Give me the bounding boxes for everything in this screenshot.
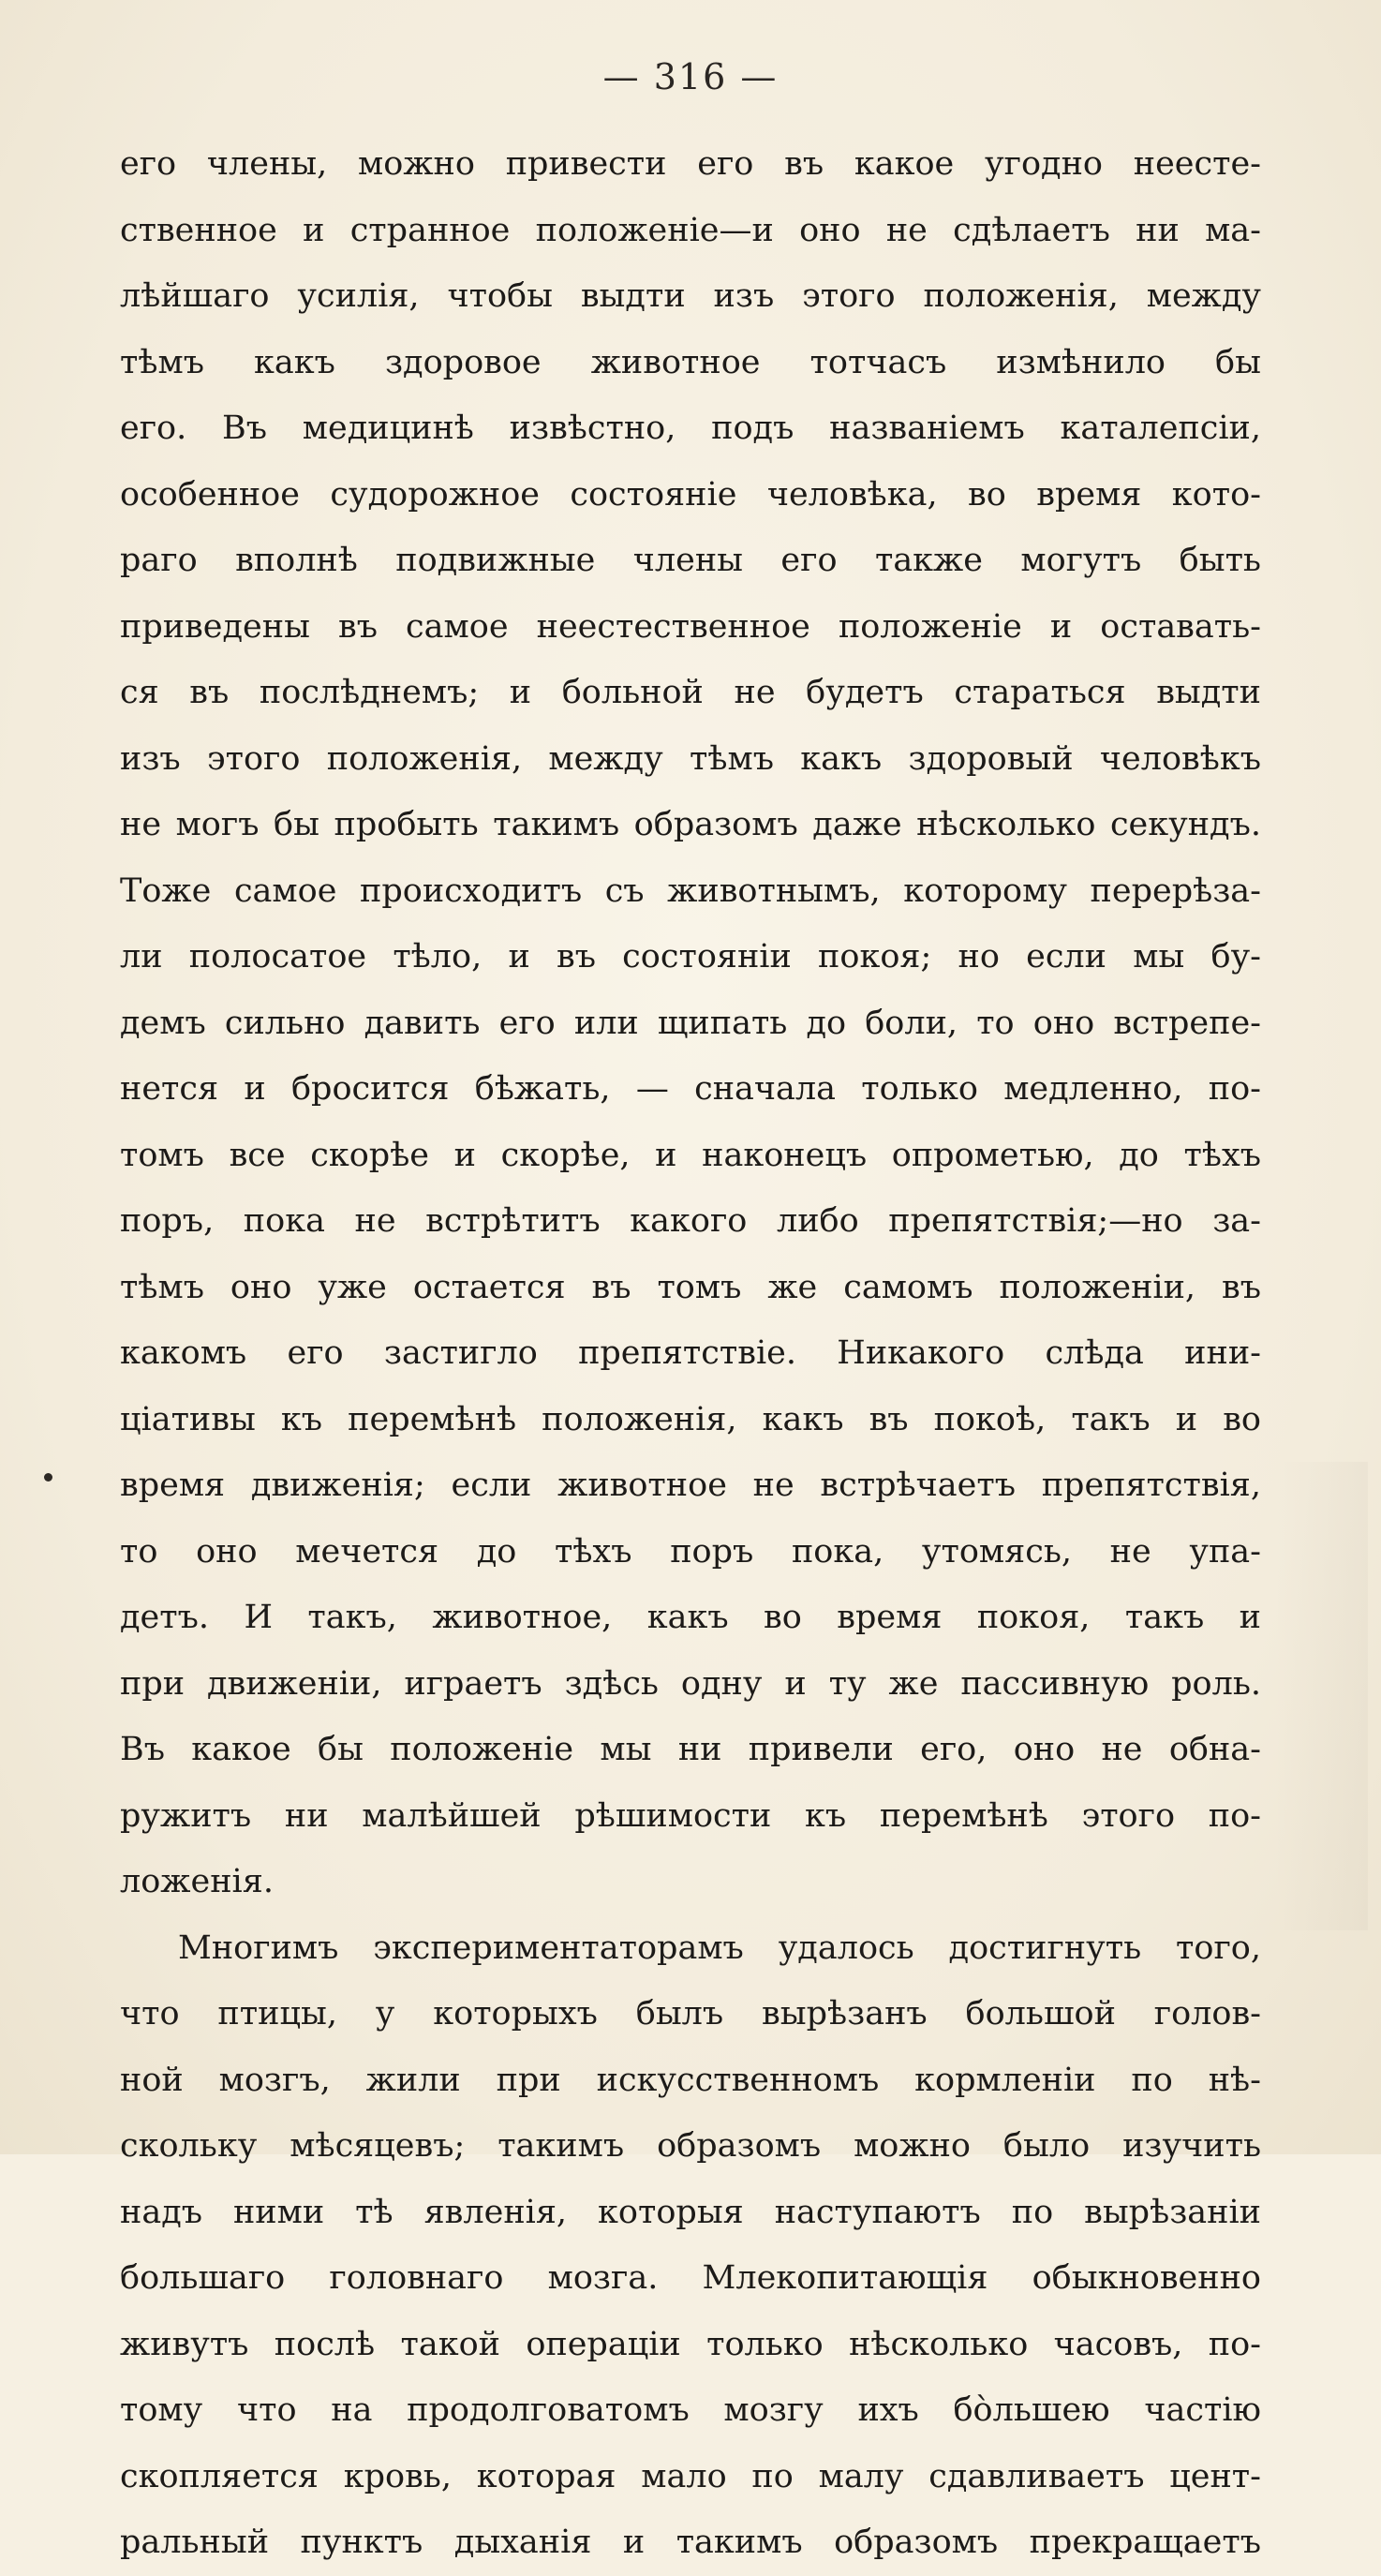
text-line: время движенія; если животное не встрѣчаетъ препятствія, <box>120 1467 1261 1504</box>
text-line: ли полосатое тѣло, и въ состояніи покоя; но если мы бу- <box>120 938 1261 975</box>
text-line: что птицы, у которыхъ былъ вырѣзанъ большой голов- <box>120 1995 1261 2033</box>
text-line: изъ этого положенія, между тѣмъ какъ здоровый человѣкъ <box>120 739 1261 778</box>
text-line: раго вполнѣ подвижные члены его также могутъ быть <box>120 542 1261 579</box>
text-line: поръ, пока не встрѣтитъ какого либо препятствія;—но за- <box>120 1202 1261 1240</box>
text-line: скопляется кровь, которая мало по малу сдавливаетъ цент- <box>120 2457 1261 2495</box>
ink-speck <box>44 1473 52 1482</box>
paragraph-2 <box>120 1915 1261 2576</box>
text-line: лѣйшаго усилія, чтобы выдти изъ этого положенія, между <box>120 277 1261 315</box>
text-line: ственное и странное положеніе—и оно не сдѣлаетъ ни ма- <box>120 211 1261 249</box>
show-through-shadow <box>1274 1462 1368 1930</box>
body-text <box>120 131 1261 2576</box>
paragraph-1 <box>120 131 1261 1915</box>
text-line: при движеніи, играетъ здѣсь одну и ту же пассивную роль. <box>120 1664 1261 1703</box>
text-line: ся въ послѣднемъ; и больной не будетъ стараться выдти <box>120 674 1261 711</box>
text-line: детъ. И такъ, животное, какъ во время покоя, такъ и <box>120 1599 1261 1636</box>
text-line: ной мозгъ, жили при искусственномъ кормленіи по нѣ- <box>120 2061 1261 2099</box>
text-line: живутъ послѣ такой операціи только нѣсколько часовъ, по- <box>120 2325 1261 2363</box>
text-line: Въ какое бы положеніе мы ни привели его, оно не обна- <box>120 1731 1261 1768</box>
text-line: ложенія. <box>120 1863 274 1900</box>
text-line: тѣмъ оно уже остается въ томъ же самомъ положеніи, въ <box>120 1268 1261 1306</box>
text-line: ружитъ ни малѣйшей рѣшимости къ перемѣнѣ этого по- <box>120 1796 1261 1835</box>
page-number: — 316 — <box>602 56 779 97</box>
text-line: тѣмъ какъ здоровое животное тотчасъ измѣнило бы <box>120 343 1261 381</box>
text-line: не могъ бы пробыть такимъ образомъ даже нѣсколько секундъ. <box>120 806 1261 843</box>
text-line: тому что на продолговатомъ мозгу ихъ бо̀льшею частію <box>120 2391 1261 2429</box>
text-line: особенное судорожное состояніе человѣка, во время кото- <box>120 475 1261 514</box>
text-line: надъ ними тѣ явленія, которыя наступаютъ по вырѣзаніи <box>120 2193 1261 2231</box>
text-line: его. Въ медицинѣ извѣстно, подъ названіемъ каталепсіи, <box>120 409 1261 447</box>
text-line: нется и бросится бѣжать, — сначала только медленно, по- <box>120 1070 1261 1108</box>
text-line: то оно мечется до тѣхъ поръ пока, утомясь, не упа- <box>120 1532 1261 1571</box>
text-line: большаго головнаго мозга. Млекопитающія обыкновенно <box>120 2259 1261 2297</box>
text-line: его члены, можно привести его въ какое угодно неесте- <box>120 145 1261 183</box>
text-line: скольку мѣсяцевъ; такимъ образомъ можно было изучить <box>120 2127 1261 2165</box>
text-line: Многимъ экспериментаторамъ удалось достигнуть того, <box>178 1928 1261 1967</box>
text-line: томъ все скорѣе и скорѣе, и наконецъ опрометью, до тѣхъ <box>120 1136 1261 1174</box>
text-line: демъ сильно давить его или щипать до боли, то оно встрепе- <box>120 1004 1261 1042</box>
text-line: ральный пунктъ дыханія и такимъ образомъ прекращаетъ <box>120 2524 1261 2561</box>
text-line: ціативы къ перемѣнѣ положенія, какъ въ покоѣ, такъ и во <box>120 1400 1261 1438</box>
text-line: приведены въ самое неестественное положеніе и оставать- <box>120 607 1261 646</box>
text-line: какомъ его застигло препятствіе. Никакого слѣда ини- <box>120 1334 1261 1372</box>
text-line: Тоже самое происходитъ съ животнымъ, которому перерѣза- <box>120 871 1261 910</box>
